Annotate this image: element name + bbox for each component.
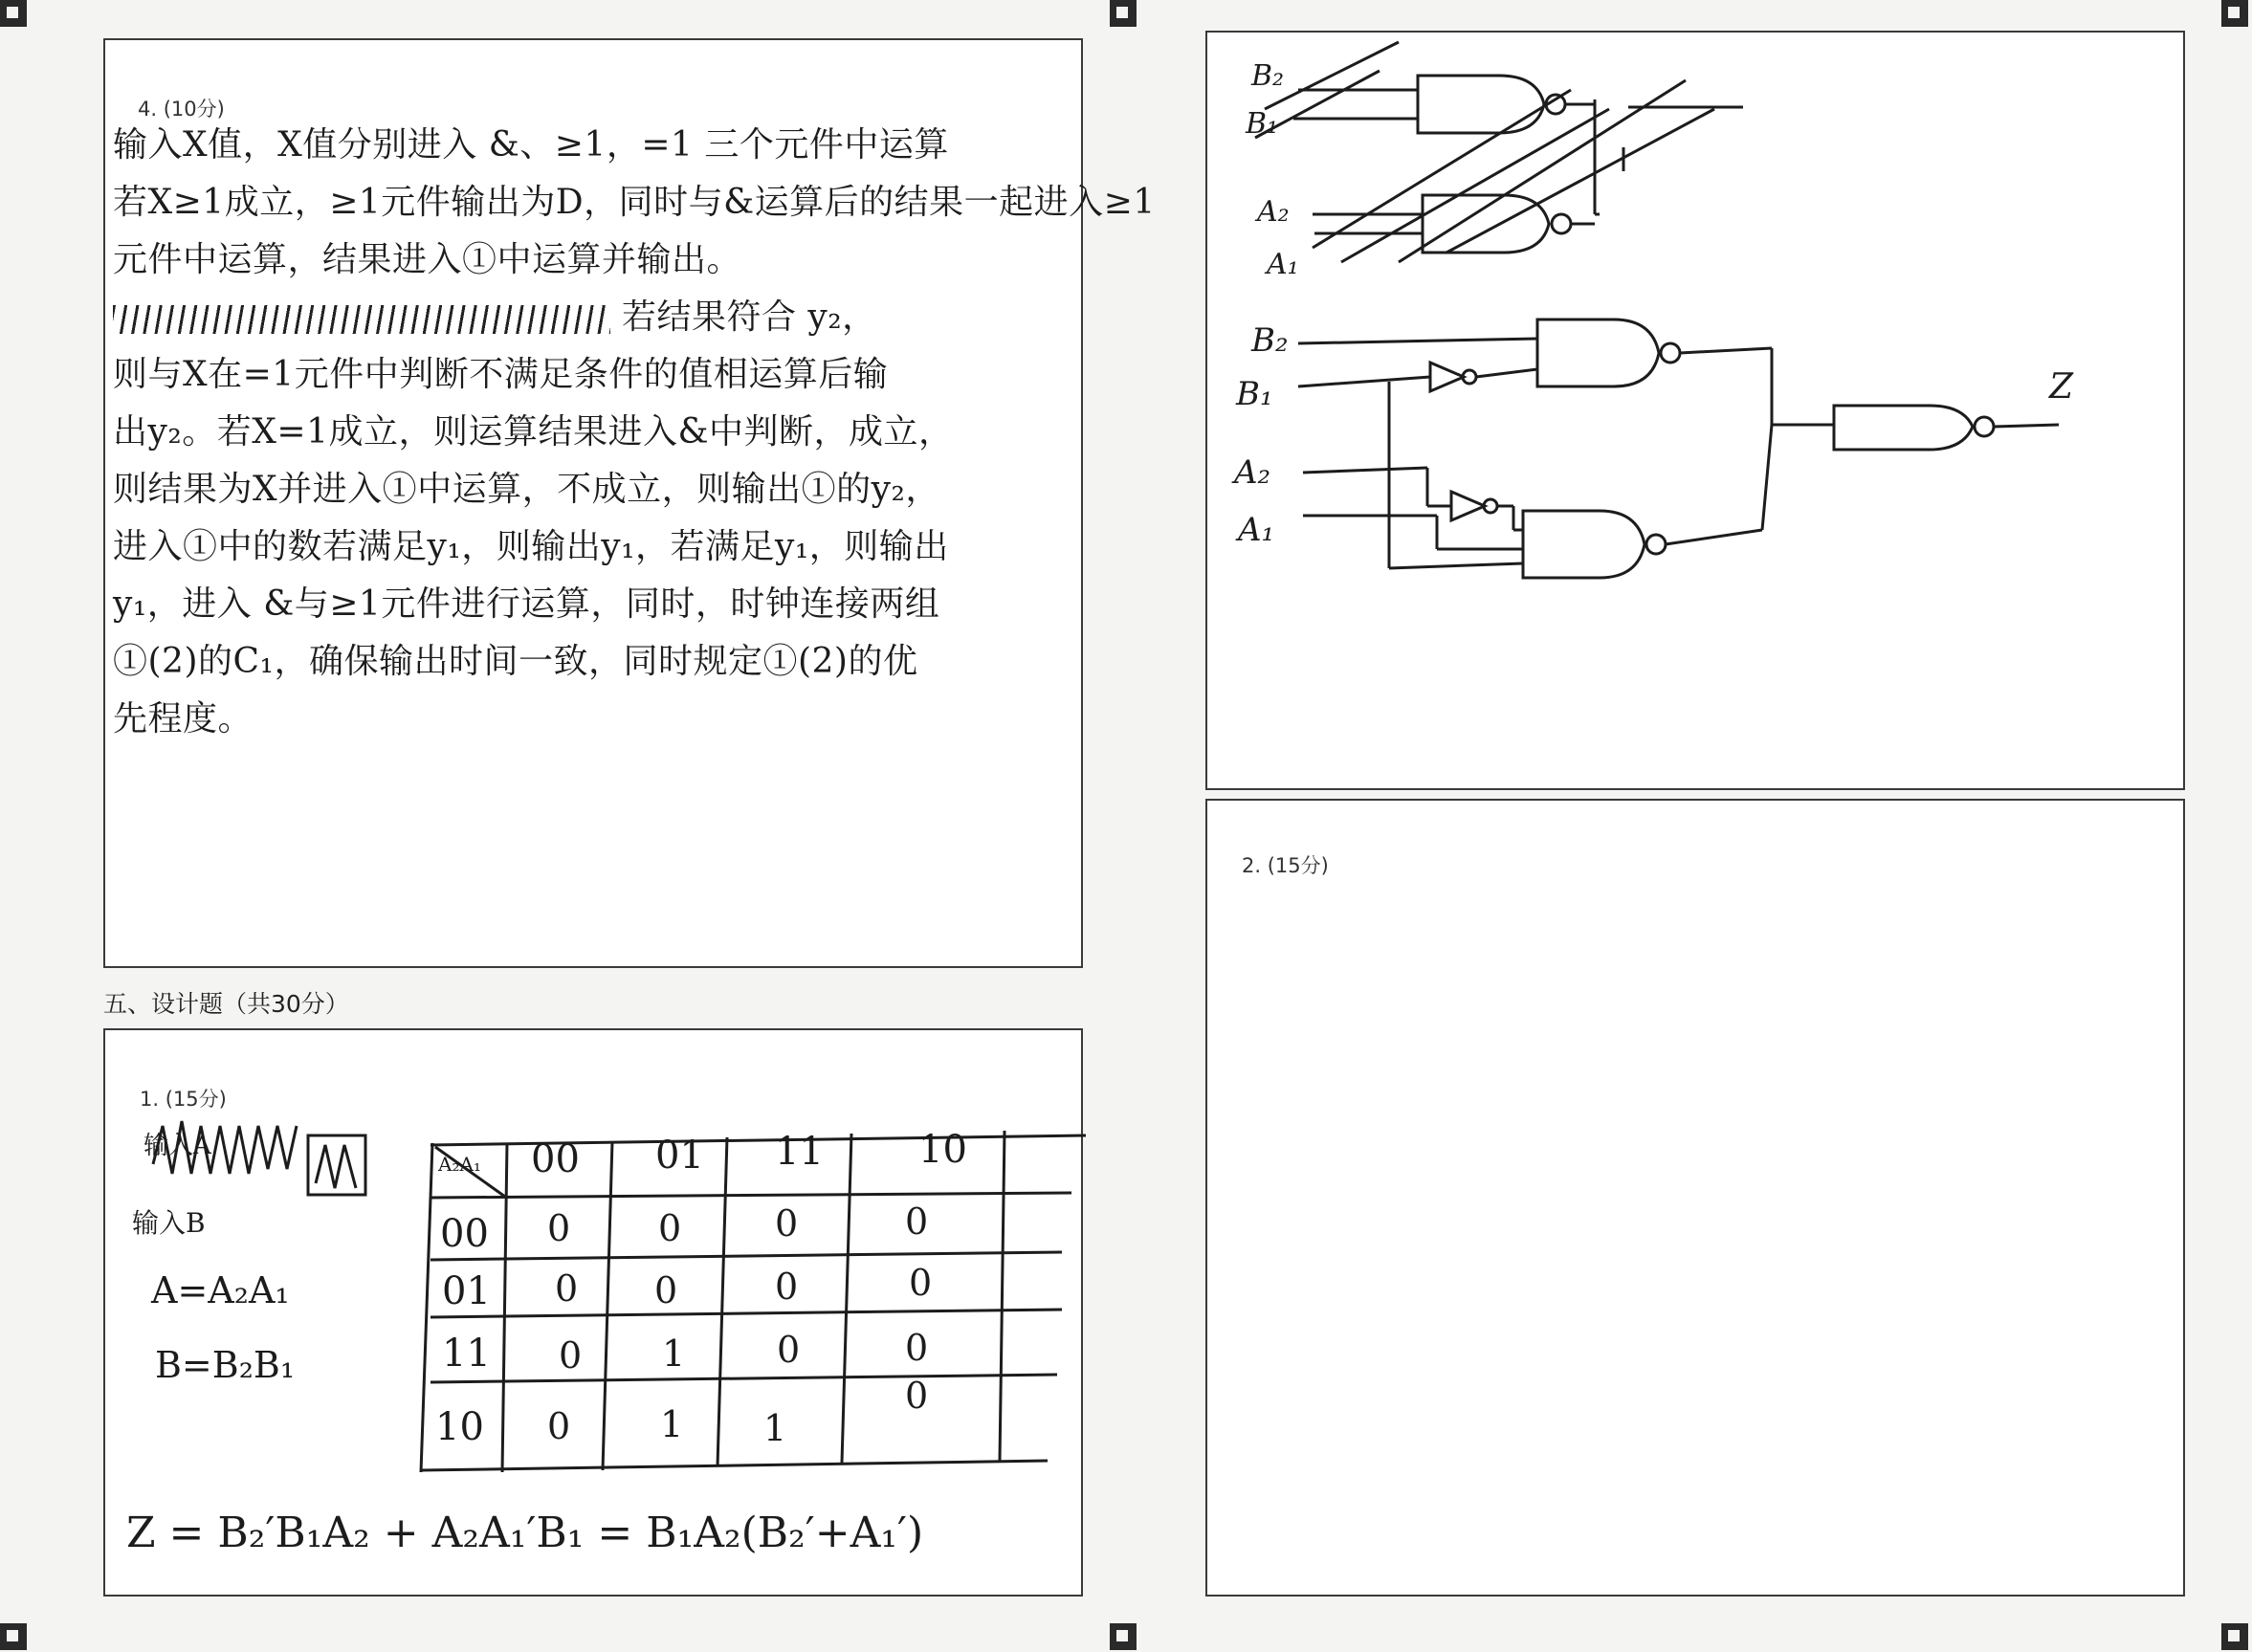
kmap-col-header: 00 <box>531 1137 580 1181</box>
kmap-row-header: 10 <box>435 1405 484 1449</box>
input-a-label: 输入A <box>144 1132 211 1160</box>
q4-line: 若X≥1成立，≥1元件输出为D，同时与&运算后的结果一起进入≥1 <box>113 183 1156 222</box>
kmap-cell: 0 <box>905 1327 929 1369</box>
q4-line: 出y₂。若X=1成立，则运算结果进入&中判断，成立， <box>113 412 954 452</box>
q4-line: 先程度。 <box>113 699 254 738</box>
q1-answer-box <box>103 1028 1083 1597</box>
and-gate-lower <box>1523 511 1645 578</box>
karnaugh-grid <box>421 1131 1086 1472</box>
kmap-col-header: 11 <box>775 1130 824 1174</box>
q4-scribble <box>113 305 610 334</box>
kmap-cell: 0 <box>775 1202 799 1245</box>
q4-answer-box <box>103 38 1156 968</box>
kmap-cell: 0 <box>909 1262 933 1304</box>
circuit-input-a2: A₂ <box>1234 453 1271 492</box>
q4-handwritten-answer <box>113 117 1156 748</box>
q4-line-text: 若结果符合 y₂， <box>621 297 877 337</box>
def-b: B=B₂B₁ <box>155 1344 296 1386</box>
kmap-cell: 1 <box>763 1407 787 1449</box>
q4-line: ①(2)的C₁，确保输出时间一致，同时规定①(2)的优 <box>113 642 918 681</box>
circuit-top-input-b2: B₂ <box>1251 59 1285 93</box>
q2-answer-box <box>1205 799 2185 1597</box>
kmap-cell: 0 <box>777 1329 801 1371</box>
logic-circuit <box>1207 33 2183 788</box>
q4-label: 4. (10分) <box>138 98 225 121</box>
def-a: A=A₂A₁ <box>151 1269 290 1311</box>
circuit-input-b2: B₂ <box>1251 321 1289 360</box>
kmap-cell: 0 <box>547 1405 571 1447</box>
kmap-corner: A₂A₁ <box>438 1153 481 1176</box>
kmap-cell: 1 <box>660 1403 684 1445</box>
kmap-cell: 0 <box>654 1269 678 1311</box>
boolean-equation: Z = B₂′B₁A₂ + A₂A₁′B₁ = B₁A₂(B₂′+A₁′) <box>126 1509 924 1557</box>
kmap-cell: 0 <box>775 1266 799 1308</box>
q1-label: 1. (15分) <box>140 1088 227 1111</box>
q2-label: 2. (15分) <box>1242 854 1329 877</box>
kmap-cell: 0 <box>555 1267 579 1310</box>
output-gate-bubble <box>1975 417 1994 436</box>
q4-line: 元件中运算，结果进入①中运算并输出。 <box>113 240 742 279</box>
kmap-row-header: 01 <box>442 1269 491 1313</box>
circuit-output-z: Z <box>2049 367 2074 407</box>
section-title: 五、设计题（共30分） <box>103 990 349 1018</box>
q4-line: 输入X值，X值分别进入 &、≥1，=1 三个元件中运算 <box>113 125 949 165</box>
kmap-cell: 0 <box>658 1207 682 1249</box>
q4-line: 则与X在=1元件中判断不满足条件的值相运算后输 <box>113 355 889 394</box>
circuit-top-input-a2: A₂ <box>1257 195 1290 229</box>
input-b-label: 输入B <box>132 1207 206 1239</box>
kmap-col-header: 10 <box>918 1128 967 1172</box>
and-gate-upper <box>1537 319 1659 386</box>
kmap-row-header: 11 <box>442 1332 491 1376</box>
draft-and-gate-1 <box>1418 76 1544 133</box>
inverter-b1 <box>1430 363 1464 391</box>
kmap-cell: 0 <box>547 1207 571 1249</box>
circuit-top-input-b1: B₁ <box>1246 107 1279 141</box>
corner-marker-bottom-right <box>2221 1623 2248 1650</box>
q4-line: 进入①中的数若满足y₁，则输出y₁，若满足y₁，则输出 <box>113 527 949 566</box>
nand-bubble-lower <box>1646 535 1666 554</box>
q4-line <box>113 289 1070 346</box>
inverter-a2 <box>1451 492 1485 520</box>
nand-bubble-upper <box>1661 343 1680 363</box>
kmap-cell: 0 <box>905 1200 929 1243</box>
draft-inverter-bubble-2 <box>1552 214 1571 233</box>
kmap-cell: 0 <box>559 1334 583 1377</box>
circuit-top-input-a1: A₁ <box>1267 248 1299 281</box>
q4-line: 则结果为X并进入①中运算，不成立，则输出①的y₂， <box>113 470 940 509</box>
q4-line: y₁，进入 &与≥1元件进行运算，同时，时钟连接两组 <box>113 584 940 624</box>
circuit-input-a1: A₁ <box>1238 511 1275 549</box>
kmap-col-header: 01 <box>655 1134 704 1178</box>
corner-marker-bottom-center <box>1110 1623 1137 1650</box>
corner-marker-top-right <box>2221 0 2248 27</box>
kmap-cell: 1 <box>662 1333 686 1375</box>
kmap-row-header: 00 <box>440 1212 489 1256</box>
corner-marker-bottom-left <box>0 1623 27 1650</box>
kmap-cell: 0 <box>905 1375 929 1417</box>
corner-marker-top-left <box>0 0 27 27</box>
circuit-box <box>1205 31 2185 790</box>
corner-marker-top-center <box>1110 0 1137 27</box>
output-gate <box>1834 406 1973 450</box>
circuit-input-b1: B₁ <box>1236 375 1273 413</box>
